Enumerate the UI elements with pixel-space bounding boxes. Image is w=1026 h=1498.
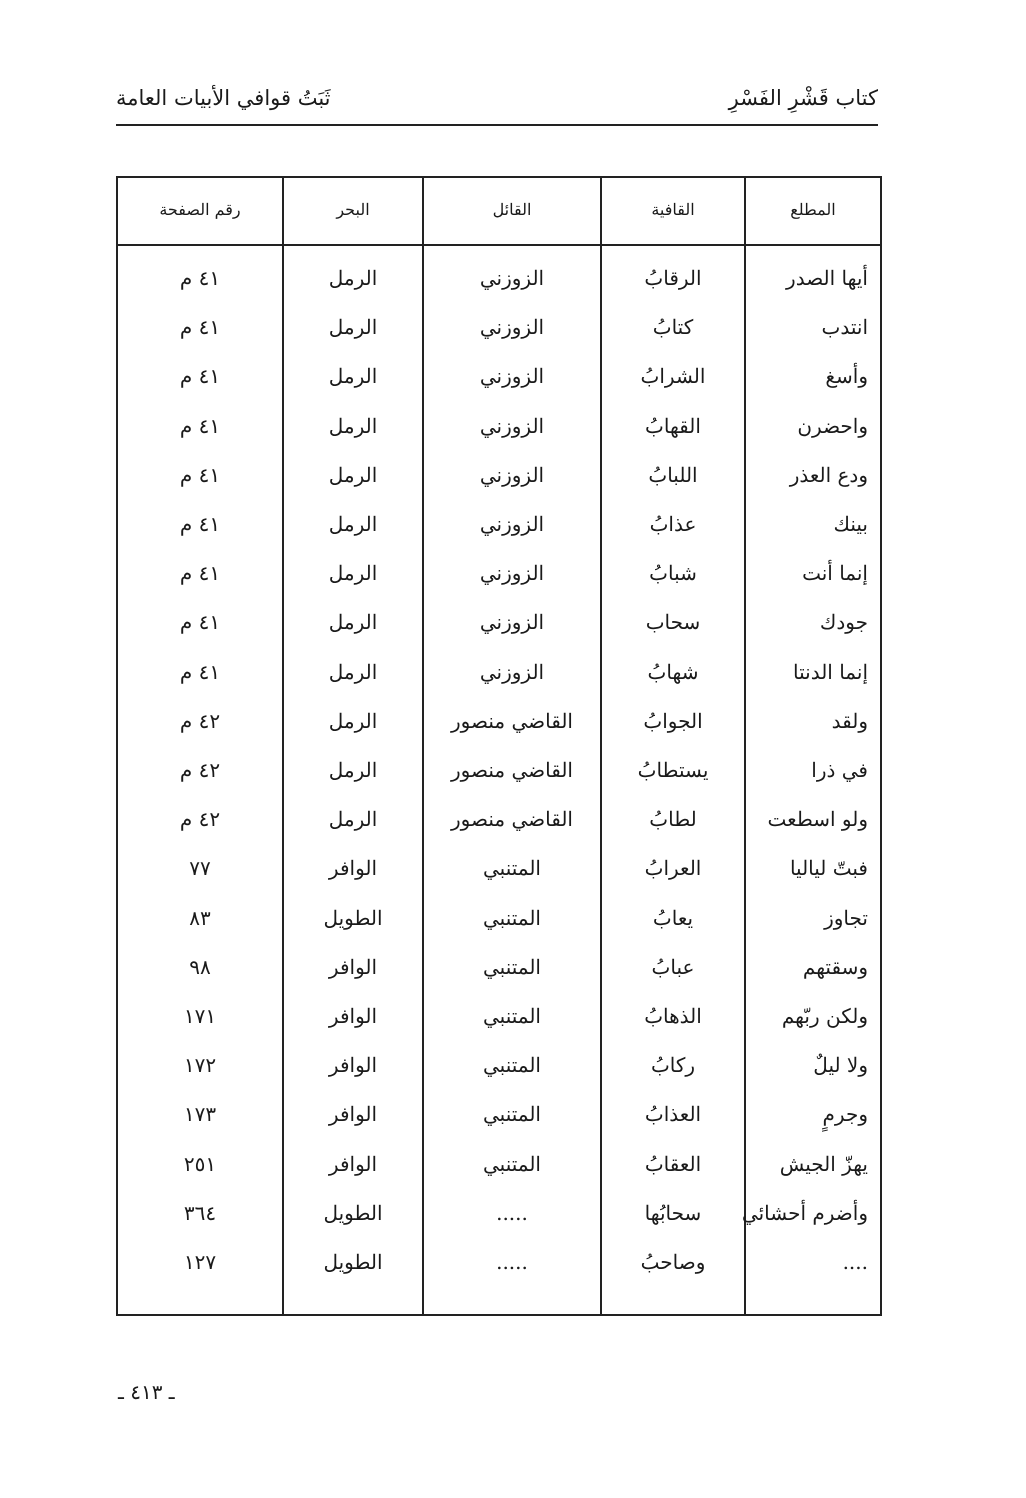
cell-qail: المتنبي	[483, 906, 541, 930]
cell-matla: يهزّ الجيش	[779, 1152, 868, 1176]
cell-bahr: الطويل	[323, 1250, 383, 1274]
column-header-page: رقم الصفحة	[159, 200, 241, 219]
cell-bahr: الوافر	[328, 1152, 378, 1176]
cell-qail: الزوزني	[479, 610, 545, 634]
cell-qail: المتنبي	[483, 1102, 541, 1126]
cell-qafiya: شبابُ	[649, 561, 697, 585]
cell-page: ٢٥١	[183, 1152, 217, 1176]
cell-bahr: الطويل	[323, 906, 383, 930]
column-header-matla: المطلع	[790, 200, 836, 219]
cell-page: ١٧٢	[183, 1053, 217, 1077]
cell-page: ٨٣	[189, 906, 211, 930]
cell-qail: الزوزني	[479, 660, 545, 684]
cell-qafiya: العقابُ	[644, 1152, 702, 1176]
cell-qail: المتنبي	[483, 1053, 541, 1077]
cell-qail: الزوزني	[479, 561, 545, 585]
cell-qail: القاضي منصور	[451, 709, 573, 733]
cell-matla: إنما أنت	[802, 561, 868, 585]
cell-matla: واحضرن	[797, 414, 868, 438]
cell-bahr: الرمل	[328, 610, 378, 634]
rhyme-index-table	[116, 176, 882, 1316]
cell-matla: وجرمٍ	[822, 1102, 868, 1126]
cell-qail: الزوزني	[479, 512, 545, 536]
cell-page: ٧٧	[189, 856, 211, 880]
cell-qafiya: الشرابُ	[640, 364, 706, 388]
cell-bahr: الرمل	[328, 266, 378, 290]
column-divider	[600, 178, 602, 1314]
cell-qail: الزوزني	[479, 414, 545, 438]
cell-matla: وأسغ	[825, 364, 868, 388]
cell-matla: انتدب	[821, 315, 868, 339]
cell-matla: في ذرا	[811, 758, 868, 782]
cell-page: ٤١ م	[179, 266, 221, 290]
column-divider	[282, 178, 284, 1314]
cell-qafiya: سحاب	[645, 610, 701, 634]
cell-page: ٩٨	[189, 955, 211, 979]
cell-page: ٤١ م	[179, 610, 221, 634]
cell-bahr: الوافر	[328, 1004, 378, 1028]
cell-matla: فبتّ لياليا	[789, 856, 868, 880]
cell-qafiya: يعابُ	[652, 906, 694, 930]
cell-qail: المتنبي	[483, 1004, 541, 1028]
cell-page: ٤١ م	[179, 315, 221, 339]
column-divider	[744, 178, 746, 1314]
cell-page: ٤٢ م	[179, 758, 221, 782]
cell-qail: .....	[496, 1201, 528, 1225]
cell-qafiya: القهابُ	[645, 414, 701, 438]
page-number: ـ ٤١٣ ـ	[118, 1380, 175, 1404]
table-header-row	[118, 178, 880, 246]
cell-matla: ولقد	[831, 709, 868, 733]
cell-bahr: الوافر	[328, 1102, 378, 1126]
page-header	[116, 82, 878, 126]
cell-page: ٤١ م	[179, 561, 221, 585]
cell-bahr: الرمل	[328, 512, 378, 536]
cell-bahr: الرمل	[328, 463, 378, 487]
cell-qail: الزوزني	[479, 266, 545, 290]
cell-qail: المتنبي	[483, 856, 541, 880]
cell-qafiya: لطابُ	[649, 807, 697, 831]
cell-matla: أيها الصدر	[786, 266, 868, 290]
cell-qail: القاضي منصور	[451, 807, 573, 831]
cell-bahr: الرمل	[328, 758, 378, 782]
cell-matla: وأضرم أحشائي	[741, 1201, 868, 1225]
cell-qafiya: الرقابُ	[644, 266, 702, 290]
cell-page: ٤١ م	[179, 463, 221, 487]
cell-bahr: الطويل	[323, 1201, 383, 1225]
cell-bahr: الرمل	[328, 315, 378, 339]
cell-bahr: الوافر	[328, 1053, 378, 1077]
cell-bahr: الرمل	[328, 364, 378, 388]
cell-bahr: الرمل	[328, 414, 378, 438]
cell-matla: وسقتهم	[802, 955, 868, 979]
column-divider	[422, 178, 424, 1314]
cell-qafiya: الجوابُ	[643, 709, 703, 733]
cell-page: ٤١ م	[179, 414, 221, 438]
cell-qafiya: سحابُها	[644, 1201, 702, 1225]
cell-matla: ولا ليلٌ	[813, 1053, 868, 1077]
running-title: كتاب قَشْرِ الفَسْرِ	[728, 86, 878, 110]
cell-page: ١٢٧	[183, 1250, 217, 1274]
cell-page: ٤١ م	[179, 364, 221, 388]
cell-page: ٤٢ م	[179, 709, 221, 733]
cell-matla: إنما الدنتا	[793, 660, 868, 684]
cell-qafiya: العرابُ	[644, 856, 702, 880]
cell-page: ١٧٣	[183, 1102, 217, 1126]
cell-qafiya: عبابُ	[651, 955, 695, 979]
cell-qafiya: ركابُ	[650, 1053, 696, 1077]
cell-qafiya: وصاحبُ	[640, 1250, 706, 1274]
cell-matla: تجاوز	[824, 906, 868, 930]
cell-qail: .....	[496, 1250, 528, 1274]
cell-qail: الزوزني	[479, 315, 545, 339]
cell-matla: ولكن ربّهم	[781, 1004, 868, 1028]
column-header-qafiya: القافية	[651, 200, 695, 219]
cell-qafiya: عذابُ	[649, 512, 697, 536]
cell-page: ٤١ م	[179, 512, 221, 536]
section-title: ثَبَتُ قوافي الأبيات العامة	[116, 86, 331, 110]
cell-bahr: الرمل	[328, 709, 378, 733]
cell-qafiya: الذهابُ	[644, 1004, 702, 1028]
cell-matla: ....	[842, 1250, 868, 1274]
cell-matla: جودك	[819, 610, 868, 634]
cell-qafiya: اللبابُ	[648, 463, 698, 487]
cell-matla: ودع العذر	[789, 463, 868, 487]
cell-qail: الزوزني	[479, 463, 545, 487]
cell-qail: الزوزني	[479, 364, 545, 388]
cell-qafiya: يستطابُ	[637, 758, 709, 782]
cell-qafiya: كتابُ	[652, 315, 694, 339]
cell-bahr: الوافر	[328, 955, 378, 979]
cell-qail: المتنبي	[483, 1152, 541, 1176]
column-header-qail: القائل	[492, 200, 532, 219]
cell-page: ٣٦٤	[183, 1201, 217, 1225]
cell-page: ٤٢ م	[179, 807, 221, 831]
cell-qail: القاضي منصور	[451, 758, 573, 782]
cell-bahr: الرمل	[328, 561, 378, 585]
cell-bahr: الرمل	[328, 660, 378, 684]
cell-bahr: الرمل	[328, 807, 378, 831]
cell-matla: بينك	[833, 512, 868, 536]
cell-matla: ولو اسطعت	[767, 807, 868, 831]
cell-qafiya: العذابُ	[644, 1102, 702, 1126]
cell-qafiya: شهابُ	[647, 660, 699, 684]
column-header-bahr: البحر	[336, 200, 370, 219]
cell-bahr: الوافر	[328, 856, 378, 880]
cell-page: ١٧١	[183, 1004, 217, 1028]
cell-qail: المتنبي	[483, 955, 541, 979]
cell-page: ٤١ م	[179, 660, 221, 684]
